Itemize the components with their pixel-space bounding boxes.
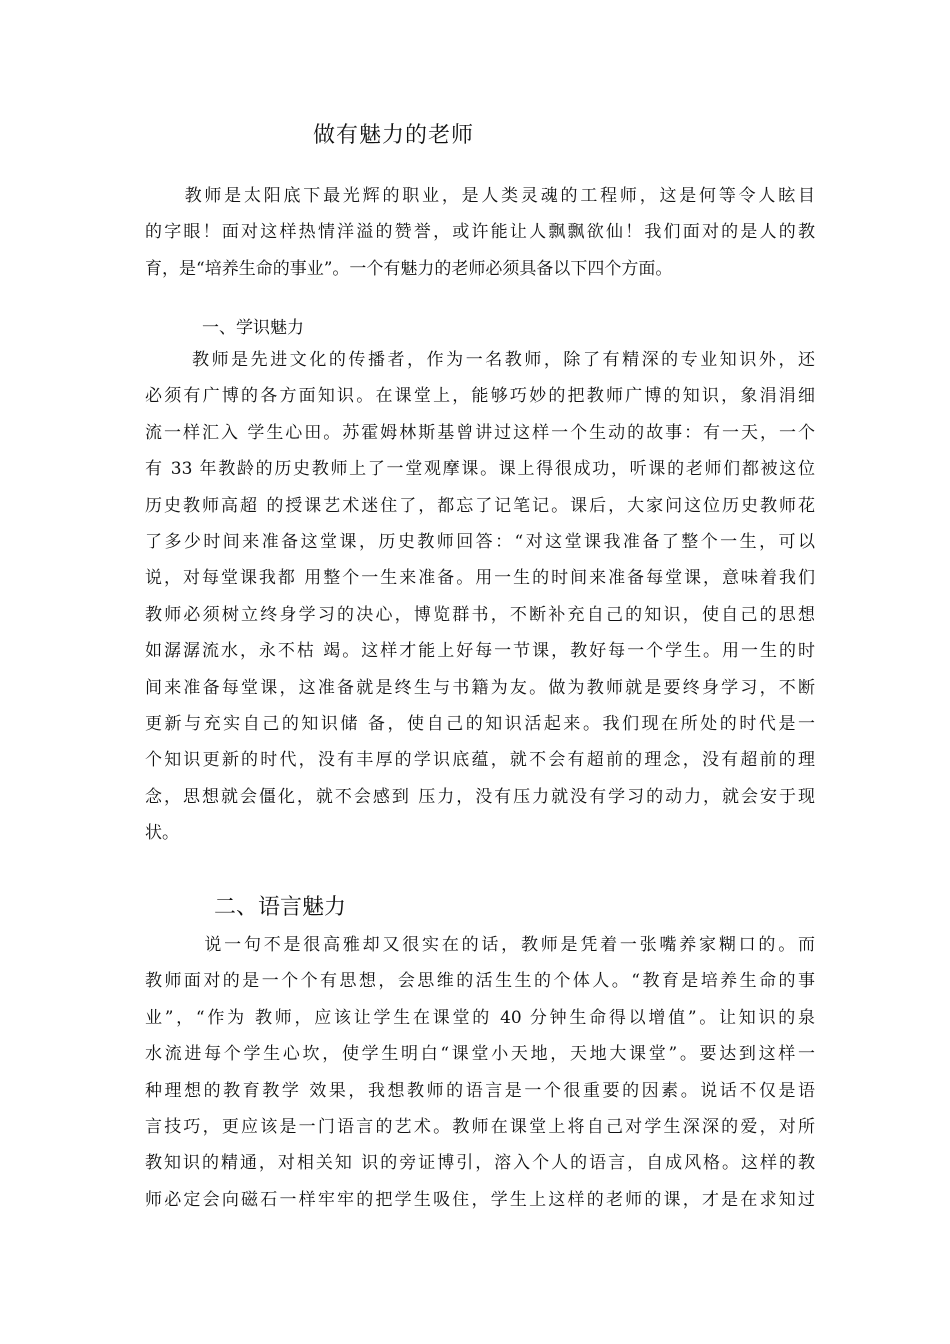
paragraph-line: 了多少时间来准备这堂课，历史教师回答：“对这堂课我准备了整个一生，可以	[145, 531, 815, 552]
paragraph-line: 更新与充实自己的知识储 备，使自己的知识活起来。我们现在所处的时代是一	[145, 713, 815, 734]
section-paragraph-knowledge	[145, 342, 815, 851]
paragraph-line: 说，对每堂课我都 用整个一生来准备。用一生的时间来准备每堂课，意味着我们	[145, 568, 815, 589]
paragraph-line: 状。	[145, 823, 179, 844]
paragraph-line: 个知识更新的时代，没有丰厚的学识底蕴，就不会有超前的理念，没有超前的理	[145, 750, 815, 771]
paragraph-line: 教师是太阳底下最光辉的职业，是人类灵魂的工程师，这是何等令人眩目	[145, 186, 815, 206]
page-title: 做有魅力的老师	[313, 123, 475, 148]
paragraph-line: 教师必须树立终身学习的决心，博览群书，不断补充自己的知识，使自己的思想	[145, 604, 815, 625]
paragraph-line: 育，是“培养生命的事业”。一个有魅力的老师必须具备以下四个方面。	[145, 258, 673, 279]
paragraph-line: 如潺潺流水，永不枯 竭。这样才能上好每一节课，教好每一个学生。用一生的时	[145, 641, 815, 662]
section-heading-knowledge: 一、学识魅力	[202, 318, 304, 338]
paragraph-line: 业”，“作为 教师，应该让学生在课堂的 40 分钟生命得以增值”。让知识的泉	[145, 1007, 815, 1028]
paragraph-line: 有 33 年教龄的历史教师上了一堂观摩课。课上得很成功，听课的老师们都被这位	[145, 459, 815, 480]
paragraph-line: 师必定会向磁石一样牢牢的把学生吸住，学生上这样的老师的课，才是在求知过	[145, 1189, 815, 1210]
paragraph-line: 历史教师高超 的授课艺术迷住了，都忘了记笔记。课后，大家问这位历史教师花	[145, 495, 815, 516]
intro-paragraph	[145, 178, 815, 287]
paragraph-line: 必须有广博的各方面知识。在课堂上，能够巧妙的把教师广博的知识，象涓涓细	[145, 386, 815, 407]
paragraph-line: 念，思想就会僵化，就不会感到 压力，没有压力就没有学习的动力，就会安于现	[145, 786, 815, 807]
paragraph-line: 间来准备每堂课，这准备就是终生与书籍为友。做为教师就是要终身学习，不断	[145, 677, 815, 698]
section-heading-language: 二、语言魅力	[214, 895, 347, 920]
section-paragraph-language	[145, 927, 815, 1218]
paragraph-line: 说一句不是很高雅却又很实在的话，教师是凭着一张嘴养家糊口的。而	[145, 935, 815, 955]
paragraph-line: 水流进每个学生心坎，使学生明白“课堂小天地，天地大课堂”。要达到这样一	[145, 1044, 815, 1065]
paragraph-line: 教师面对的是一个个有思想，会思维的活生生的个体人。“教育是培养生命的事	[145, 971, 815, 992]
paragraph-line: 种理想的教育教学 效果，我想教师的语言是一个很重要的因素。说话不仅是语	[145, 1080, 815, 1101]
paragraph-line: 流一样汇入 学生心田。苏霍姆林斯基曾讲过这样一个生动的故事：有一天，一个	[145, 422, 815, 443]
paragraph-line: 的字眼！面对这样热情洋溢的赞誉，或许能让人飘飘欲仙！我们面对的是人的教	[145, 222, 815, 243]
paragraph-line: 教知识的精通，对相关知 识的旁证博引，溶入个人的语言，自成风格。这样的教	[145, 1153, 815, 1174]
paragraph-line: 言技巧，更应该是一门语言的艺术。教师在课堂上将自己对学生深深的爱，对所	[145, 1116, 815, 1137]
paragraph-line: 教师是先进文化的传播者，作为一名教师，除了有精深的专业知识外，还	[145, 350, 815, 370]
